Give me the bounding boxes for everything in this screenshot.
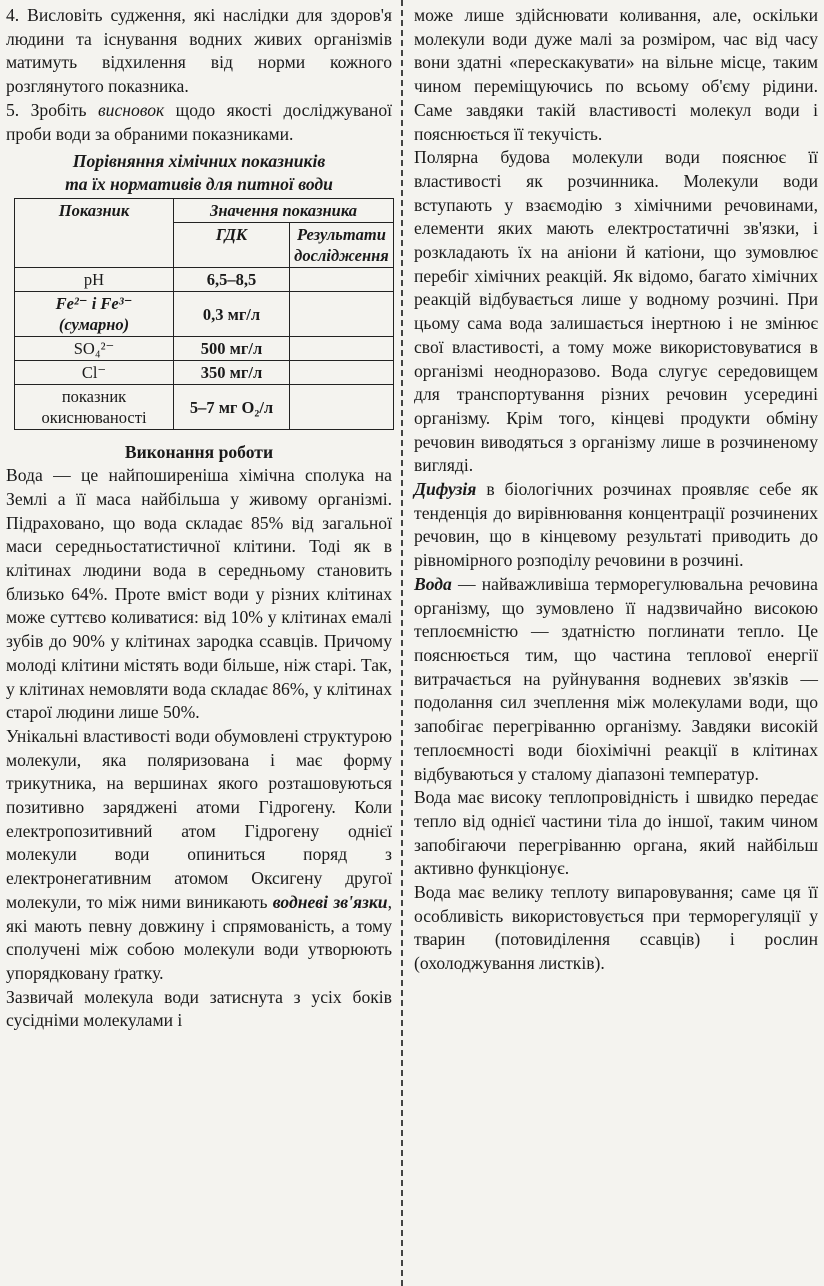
table-row <box>15 292 394 337</box>
row-result <box>290 268 394 292</box>
paragraph: Полярна будова молекули води пояснює її властивості як розчинника. Молекули води вступають у взаємодію з хімічними речовинами, елементи яких мають електростатичні зв'язки, і розкладають їх на аніони й катіони, що зумовлює перебіг хімічних реакцій. Як відомо, багато хімічних реакцій відбувається лише у водному розчині. При цьому сама вода залишається інертною і не змінює свої властивості, а тому може використовуватися в організмі неодноразово. Вода слугує середовищем для транспортування різних речовин усередині організму. Крім того, кінцеві продукти обміну речовин виводяться з організму лише в розчиненому вигляді. <box>414 147 818 476</box>
row-name: Fe²⁻ і Fe³⁻ (сумарно) <box>15 292 174 337</box>
header-results: Результати дослідження <box>290 223 394 268</box>
paragraph-text: Унікальні властивості води обумовлені структурою молекули, яка поляризована і має форму трикутника, на вершинах якого розташовуються позитивно заряджені атоми Гідрогену. Коли електропозитивний атом Гідрогену однієї молекули води опиниться поряд з електронегативним атомом Оксигену другої молекули, то між ними виникають <box>6 725 392 912</box>
row-gdk: 5–7 мг O₂/л <box>174 385 290 430</box>
row-gdk: 0,3 мг/л <box>174 292 290 337</box>
paragraph: Вода має високу теплопровідність і швидко передає тепло від однієї частини тіла до іншої, таким чином запобігаючи перегріванню органа, який найбільш активно функціонує. <box>414 787 818 879</box>
paragraph-text: , які мають певну довжину і спрямованість, а тому сполучені між собою молекули води утворюють упорядковану ґратку. <box>6 891 392 983</box>
table-header-row <box>15 199 394 223</box>
task-item-5 <box>6 99 392 146</box>
row-result <box>290 361 394 385</box>
paragraph-text: — найважливіша терморегулювальна речовина організму, що зумовлено її надзвичайно високою теплоємністю — здатністю поглинати тепло. Це пояснюється тим, що частина теплової енергії витрачається на руйнування водневих зв'язків — подолання сил зчеплення між молекулами води, що запобігає перегріванню організму. Завдяки високій теплоємності води біохімічні реакції в клітинах відбуваються у сталому діапазоні температур. <box>414 573 818 784</box>
right-column <box>414 4 818 976</box>
table-caption <box>6 150 392 196</box>
table-caption-line-1: Порівняння хімічних показників <box>72 151 326 172</box>
paragraph <box>6 725 392 986</box>
row-gdk: 500 мг/л <box>174 337 290 361</box>
norms-table <box>14 198 394 430</box>
table-row <box>15 361 394 385</box>
column-divider <box>401 0 403 1286</box>
paragraph-text: в біологічних розчинах проявляє себе як тенденція до вирівнювання концентрації розчинених речовин, що в кінцевому результаті приводить до рівномірного розподілу речовини в розчині. <box>414 479 818 571</box>
table-row <box>15 268 394 292</box>
task-item-5-emphasis: висновок <box>98 99 165 120</box>
term-water: Вода <box>414 573 452 594</box>
paragraph: може лише здійснювати коливання, але, оскільки молекули води дуже малі за розміром, час від часу вони здатні «перескакувати» на вільне місце, таким чином переміщуючись по всьому об'єму рідини. Саме завдяки такій властивості молекул води і пояснюється її текучість. <box>414 5 818 144</box>
row-result <box>290 385 394 430</box>
row-name: Cl⁻ <box>15 361 174 385</box>
paragraph: Вода — це найпоширеніша хімічна сполука на Землі а її маса найбільша у живому організмі. Підраховано, що вода складає 85% від загальної маси середньостатистичної клітини. Тоді як в клітинах людини вода в середньому становить близько 64%. Проте вміст води у різних клітинах може суттєво коливатися: від 10% у клітинах емалі зубів до 90% у клітинах зародка ссавців. Причому молоді клітини містять води більше, ніж старі. Так, у клітинах немовляти вода складає 86%, у клітинах старої людини лише 50%. <box>6 465 392 723</box>
term-diffusion: Дифузія <box>414 479 477 500</box>
paragraph: Зазвичай молекула води затиснута з усіх боків сусідніми молекулами і <box>6 986 392 1031</box>
task-item-5-end: щодо якості досліджуваної проби води за обраними показниками. <box>6 99 393 144</box>
row-result <box>290 337 394 361</box>
paragraph <box>414 478 818 573</box>
paragraph <box>414 573 818 786</box>
row-name: pH <box>15 268 174 292</box>
header-indicator: Показник <box>15 199 174 268</box>
row-result <box>290 292 394 337</box>
task-item-5-start: 5. Зробіть <box>6 99 99 120</box>
header-value: Значення показника <box>174 199 394 223</box>
paragraph: Вода має велику теплоту випаровування; саме ця її особливість використовується при терморегуляції у тварин (потовиділення ссавців) і рослин (охолоджування листків). <box>414 882 818 974</box>
table-row <box>15 385 394 430</box>
section-title: Виконання роботи <box>124 442 274 463</box>
row-gdk: 350 мг/л <box>174 361 290 385</box>
row-gdk: 6,5–8,5 <box>174 268 290 292</box>
table-row <box>15 337 394 361</box>
table-caption-line-2: та їх нормативів для питної води <box>65 174 333 195</box>
row-name: показник окиснюваності <box>15 385 174 430</box>
row-name: SO₄²⁻ <box>15 337 174 361</box>
left-column <box>6 4 392 1033</box>
term-hydrogen-bonds: водневі зв'язки <box>272 891 388 912</box>
task-item-4: 4. Висловіть судження, які наслідки для здоров'я людини та існування водних живих організмів матимуть відхилення від норми кожного розглянутого показника. <box>6 5 392 97</box>
header-gdk: ГДК <box>174 223 290 268</box>
